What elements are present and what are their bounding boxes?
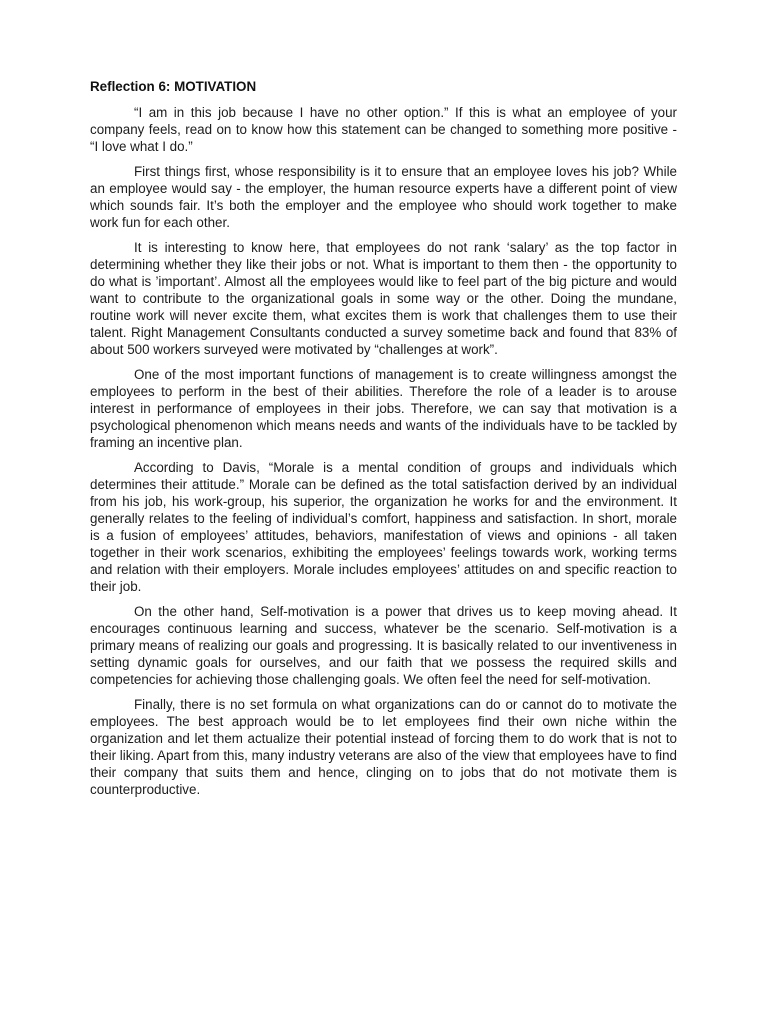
document-title: Reflection 6: MOTIVATION [90, 79, 257, 94]
paragraph-4: One of the most important functions of management is to create willingness amongst the employees to perform in the best of their abilities. Therefore the role of a leader is to arouse interest in performance of employees in their jobs. Therefore, we can say that motivation is a psychological phenomenon which means needs and wants of the individuals have to be tackled by framing an incentive plan. [90, 367, 677, 450]
paragraph-3: It is interesting to know here, that employees do not rank ‘salary’ as the top factor in determining whether they like their jobs or not. What is important to them then - the opportunity to do what is ’important’. Almost all the employees would like to feel part of the big picture and would want to contribute to the organizational goals in some way or the other. Doing the mundane, routine work will never excite them, what excites them is work that challenges them to use their talent. Right Management Consultants conducted a survey sometime back and found that 83% of about 500 workers surveyed were motivated by “challenges at work”. [90, 240, 677, 357]
document-body [90, 78, 677, 806]
paragraph-2: First things first, whose responsibility is it to ensure that an employee loves his job? While an employee would say - the employer, the human resource experts have a different point of view which sounds fair. It’s both the employer and the employee who should work together to make work fun for each other. [90, 164, 677, 230]
paragraph-1: “I am in this job because I have no other option.” If this is what an employee of your company feels, read on to know how this statement can be changed to something more positive - “I love what I do.” [90, 105, 677, 154]
paragraph-6: On the other hand, Self-motivation is a power that drives us to keep moving ahead. It encourages continuous learning and success, whatever be the scenario. Self-motivation is a primary means of realizing our goals and progressing. It is basically related to our inventiveness in setting dynamic goals for ourselves, and our faith that we possess the required skills and competencies for achieving those challenging goals. We often feel the need for self-motivation. [90, 604, 677, 687]
paragraph-7: Finally, there is no set formula on what organizations can do or cannot do to motivate the employees. The best approach would be to let employees find their own niche within the organization and let them actualize their potential instead of forcing them to do work that is not to their liking. Apart from this, many industry veterans are also of the view that employees have to find their company that suits them and hence, clinging on to jobs that do not motivate them is counterproductive. [90, 697, 677, 797]
paragraph-5: According to Davis, “Morale is a mental condition of groups and individuals which determines their attitude.” Morale can be defined as the total satisfaction derived by an individual from his job, his work-group, his superior, the organization he works for and the environment. It generally relates to the feeling of individual’s comfort, happiness and satisfaction. In short, morale is a fusion of employees’ attitudes, behaviors, manifestation of views and opinions - all taken together in their work scenarios, exhibiting the employees’ feelings towards work, working terms and relation with their employers. Morale includes employees’ attitudes on and specific reaction to their job. [90, 460, 677, 594]
